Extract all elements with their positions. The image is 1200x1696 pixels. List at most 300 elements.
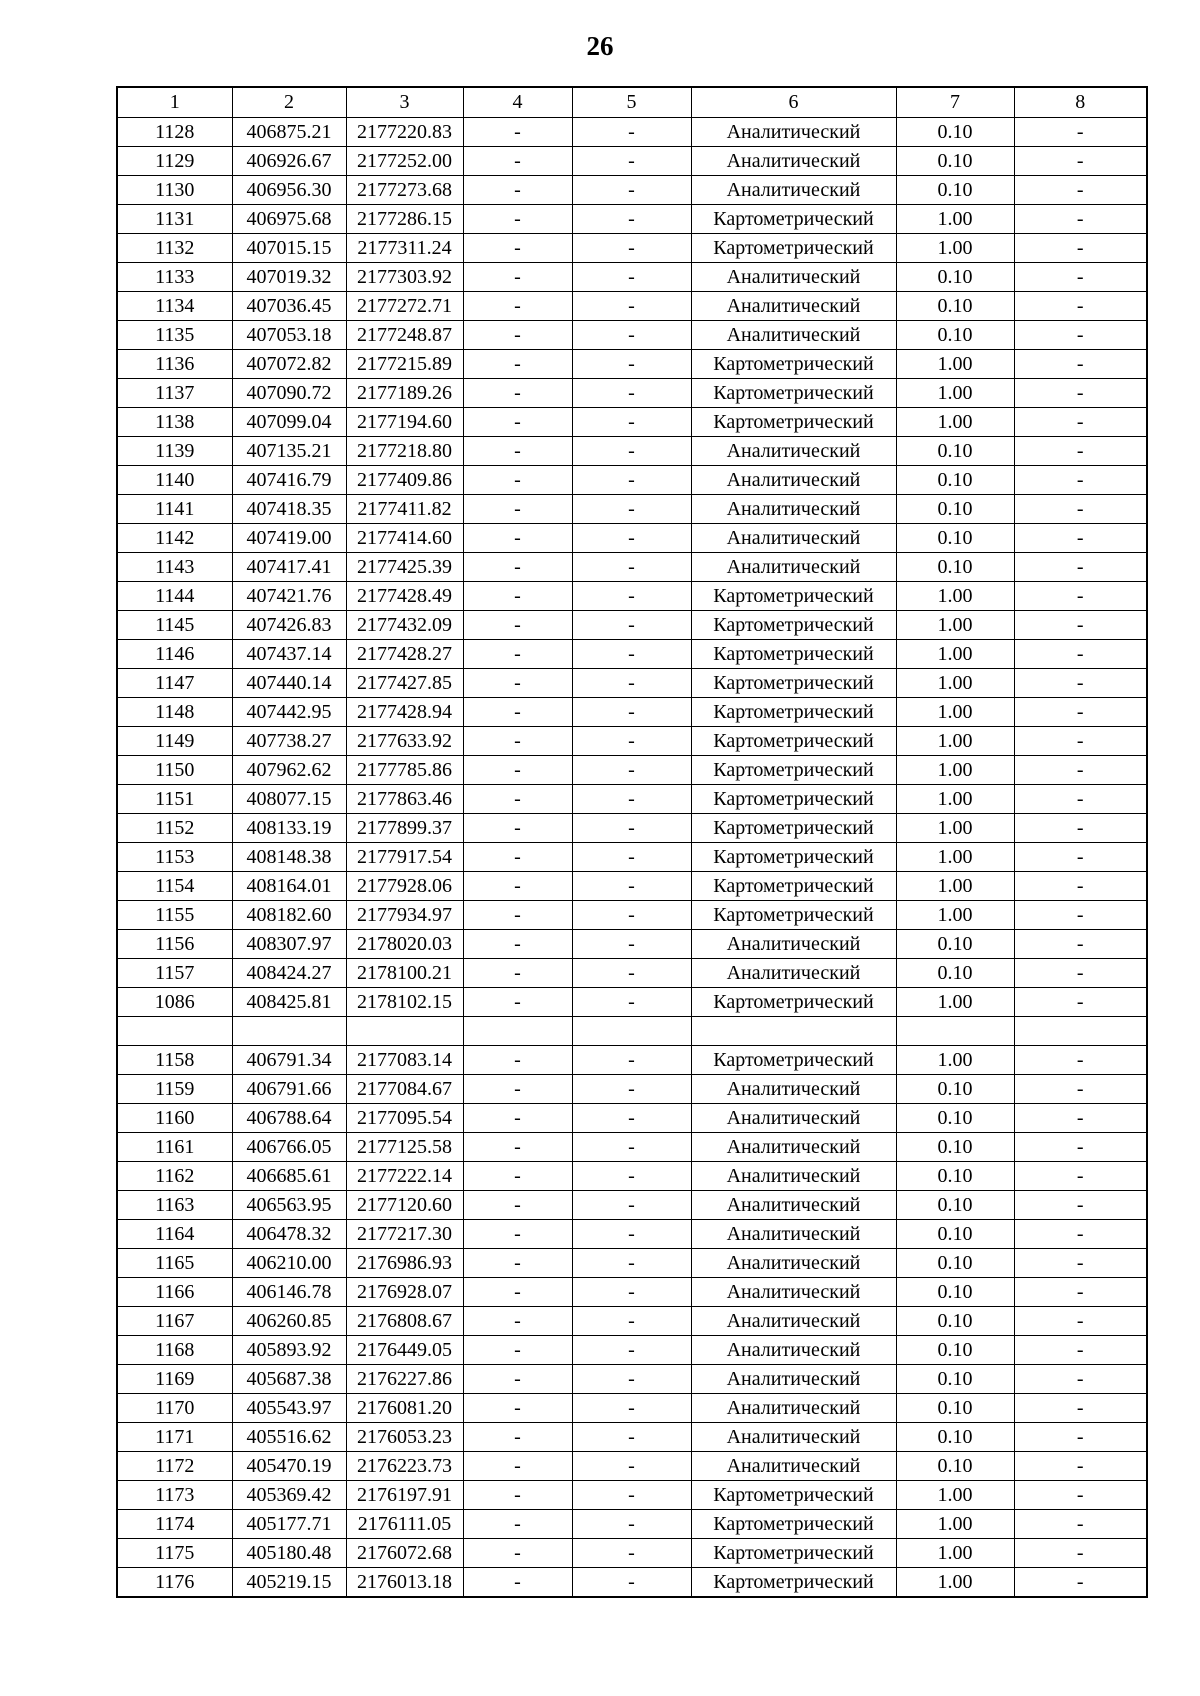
cell-col-4: - — [463, 437, 572, 466]
cell-col-5: - — [572, 437, 691, 466]
table-row — [117, 1191, 1147, 1220]
cell-y-coordinate: 2177215.89 — [346, 350, 463, 379]
cell-col-4: - — [463, 1249, 572, 1278]
cell-col-8: - — [1014, 756, 1147, 785]
cell-method: Аналитический — [691, 1133, 896, 1162]
cell-accuracy: 1.00 — [896, 669, 1014, 698]
cell-col-8: - — [1014, 408, 1147, 437]
cell-accuracy: 0.10 — [896, 292, 1014, 321]
table-row — [117, 1278, 1147, 1307]
cell-method: Картометрический — [691, 1481, 896, 1510]
cell-col-4: - — [463, 553, 572, 582]
cell-y-coordinate: 2177220.83 — [346, 118, 463, 147]
cell-col-5: - — [572, 1539, 691, 1568]
cell-y-coordinate: 2177409.86 — [346, 466, 463, 495]
cell-method: Аналитический — [691, 524, 896, 553]
cell-method: Аналитический — [691, 1336, 896, 1365]
cell-col-8: - — [1014, 321, 1147, 350]
cell-method: Аналитический — [691, 263, 896, 292]
table-row — [117, 118, 1147, 147]
cell-col-8: - — [1014, 234, 1147, 263]
table-row — [117, 814, 1147, 843]
cell-point-number: 1149 — [117, 727, 232, 756]
cell-method: Аналитический — [691, 1394, 896, 1423]
cell-col-4: - — [463, 1365, 572, 1394]
cell-col-5: - — [572, 814, 691, 843]
cell-col-4: - — [463, 321, 572, 350]
cell-method: Картометрический — [691, 872, 896, 901]
cell-method: Картометрический — [691, 814, 896, 843]
cell-x-coordinate: 405369.42 — [232, 1481, 346, 1510]
cell-point-number: 1163 — [117, 1191, 232, 1220]
table-row — [117, 292, 1147, 321]
cell-col-4: - — [463, 1307, 572, 1336]
cell-y-coordinate: 2177222.14 — [346, 1162, 463, 1191]
cell-col-4: - — [463, 611, 572, 640]
cell-method: Картометрический — [691, 350, 896, 379]
table-row — [117, 1133, 1147, 1162]
cell-y-coordinate: 2177189.26 — [346, 379, 463, 408]
cell-accuracy: 1.00 — [896, 872, 1014, 901]
cell-col-8: - — [1014, 1133, 1147, 1162]
cell-x-coordinate: 406975.68 — [232, 205, 346, 234]
cell-point-number: 1139 — [117, 437, 232, 466]
cell-col-5: - — [572, 466, 691, 495]
cell-accuracy: 0.10 — [896, 466, 1014, 495]
cell-method: Аналитический — [691, 1423, 896, 1452]
cell-point-number: 1148 — [117, 698, 232, 727]
cell-x-coordinate: 408148.38 — [232, 843, 346, 872]
cell-col-5: - — [572, 930, 691, 959]
cell-y-coordinate: 2177428.27 — [346, 640, 463, 669]
cell-x-coordinate: 406766.05 — [232, 1133, 346, 1162]
cell-accuracy: 0.10 — [896, 1394, 1014, 1423]
table-row — [117, 234, 1147, 263]
table-row — [117, 524, 1147, 553]
table-row — [117, 350, 1147, 379]
cell-y-coordinate: 2176223.73 — [346, 1452, 463, 1481]
column-header-5: 5 — [572, 87, 691, 118]
cell-x-coordinate: 407442.95 — [232, 698, 346, 727]
cell-y-coordinate: 2177120.60 — [346, 1191, 463, 1220]
cell-col-4: - — [463, 292, 572, 321]
cell-method: Аналитический — [691, 553, 896, 582]
table-row — [117, 205, 1147, 234]
cell-col-5: - — [572, 495, 691, 524]
cell-y-coordinate: 2176197.91 — [346, 1481, 463, 1510]
cell-col-4: - — [463, 582, 572, 611]
cell-point-number: 1175 — [117, 1539, 232, 1568]
cell-x-coordinate: 405687.38 — [232, 1365, 346, 1394]
cell-y-coordinate: 2176928.07 — [346, 1278, 463, 1307]
cell-method: Аналитический — [691, 1249, 896, 1278]
cell-accuracy: 1.00 — [896, 1510, 1014, 1539]
cell-y-coordinate: 2176111.05 — [346, 1510, 463, 1539]
cell-y-coordinate: 2177934.97 — [346, 901, 463, 930]
table-row — [117, 988, 1147, 1017]
cell-col-5: - — [572, 582, 691, 611]
cell-col-4: - — [463, 147, 572, 176]
cell-x-coordinate: 407053.18 — [232, 321, 346, 350]
cell-accuracy: 0.10 — [896, 321, 1014, 350]
cell-y-coordinate: 2178020.03 — [346, 930, 463, 959]
cell-point-number: 1151 — [117, 785, 232, 814]
cell-x-coordinate: 408133.19 — [232, 814, 346, 843]
cell-y-coordinate: 2177633.92 — [346, 727, 463, 756]
table-row — [117, 843, 1147, 872]
cell-method: Аналитический — [691, 1365, 896, 1394]
cell-y-coordinate: 2177425.39 — [346, 553, 463, 582]
cell-y-coordinate: 2177286.15 — [346, 205, 463, 234]
cell-point-number: 1140 — [117, 466, 232, 495]
cell-col-8: - — [1014, 843, 1147, 872]
cell-method: Картометрический — [691, 1539, 896, 1568]
cell-col-8 — [1014, 1017, 1147, 1046]
cell-col-8: - — [1014, 640, 1147, 669]
cell-col-4: - — [463, 1191, 572, 1220]
cell-col-5: - — [572, 1510, 691, 1539]
cell-col-5: - — [572, 1307, 691, 1336]
cell-method: Аналитический — [691, 959, 896, 988]
cell-accuracy: 1.00 — [896, 727, 1014, 756]
cell-method: Картометрический — [691, 901, 896, 930]
cell-y-coordinate: 2177785.86 — [346, 756, 463, 785]
cell-point-number: 1130 — [117, 176, 232, 205]
cell-accuracy: 1.00 — [896, 379, 1014, 408]
cell-col-8: - — [1014, 872, 1147, 901]
cell-method: Картометрический — [691, 1510, 896, 1539]
cell-x-coordinate: 406791.66 — [232, 1075, 346, 1104]
cell-point-number: 1170 — [117, 1394, 232, 1423]
cell-method: Аналитический — [691, 1278, 896, 1307]
cell-col-4: - — [463, 640, 572, 669]
cell-col-5: - — [572, 1481, 691, 1510]
cell-accuracy — [896, 1017, 1014, 1046]
table-row — [117, 176, 1147, 205]
cell-accuracy: 1.00 — [896, 1568, 1014, 1598]
cell-x-coordinate: 407036.45 — [232, 292, 346, 321]
cell-method: Аналитический — [691, 466, 896, 495]
cell-col-8: - — [1014, 1104, 1147, 1133]
cell-col-5: - — [572, 1394, 691, 1423]
cell-col-5: - — [572, 727, 691, 756]
cell-col-8: - — [1014, 1075, 1147, 1104]
cell-point-number: 1167 — [117, 1307, 232, 1336]
cell-col-5: - — [572, 988, 691, 1017]
cell-method: Аналитический — [691, 1191, 896, 1220]
table-row — [117, 1046, 1147, 1075]
cell-accuracy: 0.10 — [896, 1133, 1014, 1162]
cell-col-8: - — [1014, 147, 1147, 176]
cell-col-8: - — [1014, 263, 1147, 292]
cell-accuracy: 1.00 — [896, 843, 1014, 872]
table-row — [117, 1220, 1147, 1249]
cell-y-coordinate: 2176227.86 — [346, 1365, 463, 1394]
cell-col-4: - — [463, 698, 572, 727]
cell-col-8: - — [1014, 176, 1147, 205]
cell-method: Картометрический — [691, 843, 896, 872]
cell-col-4: - — [463, 466, 572, 495]
cell-accuracy: 1.00 — [896, 205, 1014, 234]
cell-y-coordinate: 2177432.09 — [346, 611, 463, 640]
cell-col-8: - — [1014, 1452, 1147, 1481]
cell-col-5: - — [572, 901, 691, 930]
cell-method: Картометрический — [691, 234, 896, 263]
cell-col-8: - — [1014, 292, 1147, 321]
cell-col-4: - — [463, 495, 572, 524]
cell-col-5: - — [572, 1104, 691, 1133]
table-row — [117, 1365, 1147, 1394]
cell-method: Картометрический — [691, 669, 896, 698]
cell-col-4: - — [463, 1075, 572, 1104]
cell-col-4: - — [463, 814, 572, 843]
cell-x-coordinate: 406926.67 — [232, 147, 346, 176]
cell-accuracy: 1.00 — [896, 611, 1014, 640]
cell-point-number: 1174 — [117, 1510, 232, 1539]
cell-y-coordinate: 2177311.24 — [346, 234, 463, 263]
cell-col-8: - — [1014, 495, 1147, 524]
cell-y-coordinate: 2178102.15 — [346, 988, 463, 1017]
cell-y-coordinate: 2177414.60 — [346, 524, 463, 553]
cell-y-coordinate: 2177252.00 — [346, 147, 463, 176]
cell-point-number: 1147 — [117, 669, 232, 698]
cell-col-5: - — [572, 785, 691, 814]
cell-x-coordinate: 407419.00 — [232, 524, 346, 553]
cell-col-4: - — [463, 901, 572, 930]
cell-col-8: - — [1014, 1336, 1147, 1365]
cell-col-5: - — [572, 1249, 691, 1278]
page-number: 26 — [586, 31, 614, 61]
cell-accuracy: 1.00 — [896, 1539, 1014, 1568]
cell-col-8: - — [1014, 350, 1147, 379]
cell-method: Картометрический — [691, 582, 896, 611]
cell-col-8: - — [1014, 1220, 1147, 1249]
cell-col-4: - — [463, 756, 572, 785]
cell-y-coordinate: 2177427.85 — [346, 669, 463, 698]
cell-accuracy: 0.10 — [896, 959, 1014, 988]
cell-accuracy: 0.10 — [896, 1249, 1014, 1278]
cell-x-coordinate: 407962.62 — [232, 756, 346, 785]
table-row — [117, 756, 1147, 785]
cell-y-coordinate: 2177125.58 — [346, 1133, 463, 1162]
table-row — [117, 872, 1147, 901]
cell-method: Картометрический — [691, 756, 896, 785]
cell-col-5: - — [572, 234, 691, 263]
cell-col-4: - — [463, 118, 572, 147]
table-row — [117, 321, 1147, 350]
cell-x-coordinate: 407426.83 — [232, 611, 346, 640]
cell-x-coordinate: 406563.95 — [232, 1191, 346, 1220]
cell-point-number: 1158 — [117, 1046, 232, 1075]
cell-accuracy: 0.10 — [896, 1423, 1014, 1452]
table-row — [117, 553, 1147, 582]
cell-x-coordinate: 407090.72 — [232, 379, 346, 408]
cell-col-4: - — [463, 1046, 572, 1075]
table-row — [117, 466, 1147, 495]
cell-col-8: - — [1014, 466, 1147, 495]
cell-point-number: 1086 — [117, 988, 232, 1017]
cell-y-coordinate: 2176808.67 — [346, 1307, 463, 1336]
cell-accuracy: 0.10 — [896, 118, 1014, 147]
cell-method: Аналитический — [691, 176, 896, 205]
cell-accuracy: 0.10 — [896, 1191, 1014, 1220]
cell-col-8: - — [1014, 727, 1147, 756]
cell-point-number: 1132 — [117, 234, 232, 263]
cell-method: Аналитический — [691, 1104, 896, 1133]
cell-point-number: 1145 — [117, 611, 232, 640]
cell-col-5: - — [572, 756, 691, 785]
cell-col-4: - — [463, 176, 572, 205]
cell-point-number: 1134 — [117, 292, 232, 321]
column-header-6: 6 — [691, 87, 896, 118]
table-row — [117, 1423, 1147, 1452]
cell-point-number: 1153 — [117, 843, 232, 872]
cell-y-coordinate: 2176053.23 — [346, 1423, 463, 1452]
cell-x-coordinate: 405177.71 — [232, 1510, 346, 1539]
cell-x-coordinate: 405219.15 — [232, 1568, 346, 1598]
cell-method: Аналитический — [691, 292, 896, 321]
cell-point-number: 1131 — [117, 205, 232, 234]
cell-x-coordinate: 408307.97 — [232, 930, 346, 959]
cell-x-coordinate: 408424.27 — [232, 959, 346, 988]
cell-point-number: 1136 — [117, 350, 232, 379]
cell-x-coordinate: 406478.32 — [232, 1220, 346, 1249]
cell-accuracy: 1.00 — [896, 1481, 1014, 1510]
table-row — [117, 1481, 1147, 1510]
table-row — [117, 698, 1147, 727]
cell-col-5: - — [572, 640, 691, 669]
cell-x-coordinate: 405893.92 — [232, 1336, 346, 1365]
cell-method: Картометрический — [691, 205, 896, 234]
cell-col-5: - — [572, 350, 691, 379]
cell-x-coordinate: 407440.14 — [232, 669, 346, 698]
cell-col-4: - — [463, 669, 572, 698]
cell-col-8: - — [1014, 930, 1147, 959]
cell-col-5: - — [572, 1278, 691, 1307]
table-row — [117, 1249, 1147, 1278]
column-header-8: 8 — [1014, 87, 1147, 118]
cell-point-number: 1152 — [117, 814, 232, 843]
cell-col-5 — [572, 1017, 691, 1046]
cell-method: Аналитический — [691, 1162, 896, 1191]
cell-method: Картометрический — [691, 1046, 896, 1075]
cell-col-5: - — [572, 524, 691, 553]
column-header-1: 1 — [117, 87, 232, 118]
cell-col-4: - — [463, 727, 572, 756]
cell-x-coordinate: 406685.61 — [232, 1162, 346, 1191]
cell-accuracy: 1.00 — [896, 988, 1014, 1017]
cell-method: Аналитический — [691, 1307, 896, 1336]
cell-col-5: - — [572, 698, 691, 727]
cell-col-8: - — [1014, 379, 1147, 408]
cell-method: Аналитический — [691, 1075, 896, 1104]
cell-col-5: - — [572, 147, 691, 176]
cell-point-number: 1150 — [117, 756, 232, 785]
cell-col-8: - — [1014, 437, 1147, 466]
cell-x-coordinate: 407015.15 — [232, 234, 346, 263]
cell-x-coordinate: 408077.15 — [232, 785, 346, 814]
cell-point-number: 1165 — [117, 1249, 232, 1278]
table-row — [117, 1452, 1147, 1481]
cell-accuracy: 1.00 — [896, 1046, 1014, 1075]
table-row — [117, 901, 1147, 930]
cell-col-5: - — [572, 379, 691, 408]
cell-col-8: - — [1014, 582, 1147, 611]
cell-col-4: - — [463, 1423, 572, 1452]
cell-col-4: - — [463, 350, 572, 379]
cell-y-coordinate: 2177272.71 — [346, 292, 463, 321]
cell-x-coordinate: 407072.82 — [232, 350, 346, 379]
cell-y-coordinate: 2177428.49 — [346, 582, 463, 611]
cell-y-coordinate: 2177273.68 — [346, 176, 463, 205]
cell-col-8: - — [1014, 1249, 1147, 1278]
table-row — [117, 1539, 1147, 1568]
column-header-7: 7 — [896, 87, 1014, 118]
cell-x-coordinate: 405180.48 — [232, 1539, 346, 1568]
cell-col-8: - — [1014, 118, 1147, 147]
cell-col-8: - — [1014, 959, 1147, 988]
cell-col-5: - — [572, 1075, 691, 1104]
cell-method: Картометрический — [691, 1568, 896, 1598]
cell-x-coordinate: 408164.01 — [232, 872, 346, 901]
cell-method — [691, 1017, 896, 1046]
cell-point-number: 1168 — [117, 1336, 232, 1365]
cell-y-coordinate: 2177917.54 — [346, 843, 463, 872]
cell-method: Аналитический — [691, 495, 896, 524]
cell-x-coordinate: 407019.32 — [232, 263, 346, 292]
cell-accuracy: 0.10 — [896, 1162, 1014, 1191]
cell-method: Аналитический — [691, 1220, 896, 1249]
cell-x-coordinate: 407418.35 — [232, 495, 346, 524]
cell-col-4: - — [463, 1336, 572, 1365]
cell-y-coordinate: 2177248.87 — [346, 321, 463, 350]
cell-method: Картометрический — [691, 727, 896, 756]
cell-y-coordinate: 2177084.67 — [346, 1075, 463, 1104]
cell-col-5: - — [572, 843, 691, 872]
cell-x-coordinate: 408425.81 — [232, 988, 346, 1017]
cell-accuracy: 0.10 — [896, 495, 1014, 524]
cell-x-coordinate: 405543.97 — [232, 1394, 346, 1423]
cell-method: Аналитический — [691, 321, 896, 350]
cell-col-5: - — [572, 1220, 691, 1249]
cell-method: Аналитический — [691, 1452, 896, 1481]
cell-accuracy: 0.10 — [896, 1278, 1014, 1307]
cell-col-4: - — [463, 1568, 572, 1598]
table-row — [117, 147, 1147, 176]
cell-point-number: 1142 — [117, 524, 232, 553]
cell-col-4: - — [463, 930, 572, 959]
cell-col-5: - — [572, 1046, 691, 1075]
cell-accuracy: 0.10 — [896, 176, 1014, 205]
cell-point-number: 1173 — [117, 1481, 232, 1510]
cell-y-coordinate: 2177095.54 — [346, 1104, 463, 1133]
cell-point-number: 1159 — [117, 1075, 232, 1104]
cell-col-5: - — [572, 176, 691, 205]
cell-y-coordinate: 2177863.46 — [346, 785, 463, 814]
cell-col-4: - — [463, 1162, 572, 1191]
table-row — [117, 1394, 1147, 1423]
cell-col-4: - — [463, 988, 572, 1017]
table-row — [117, 1307, 1147, 1336]
cell-point-number: 1143 — [117, 553, 232, 582]
cell-col-8: - — [1014, 1510, 1147, 1539]
table-row — [117, 437, 1147, 466]
cell-point-number: 1160 — [117, 1104, 232, 1133]
table-row — [117, 1162, 1147, 1191]
column-header-2: 2 — [232, 87, 346, 118]
cell-col-5: - — [572, 292, 691, 321]
cell-col-5: - — [572, 1452, 691, 1481]
